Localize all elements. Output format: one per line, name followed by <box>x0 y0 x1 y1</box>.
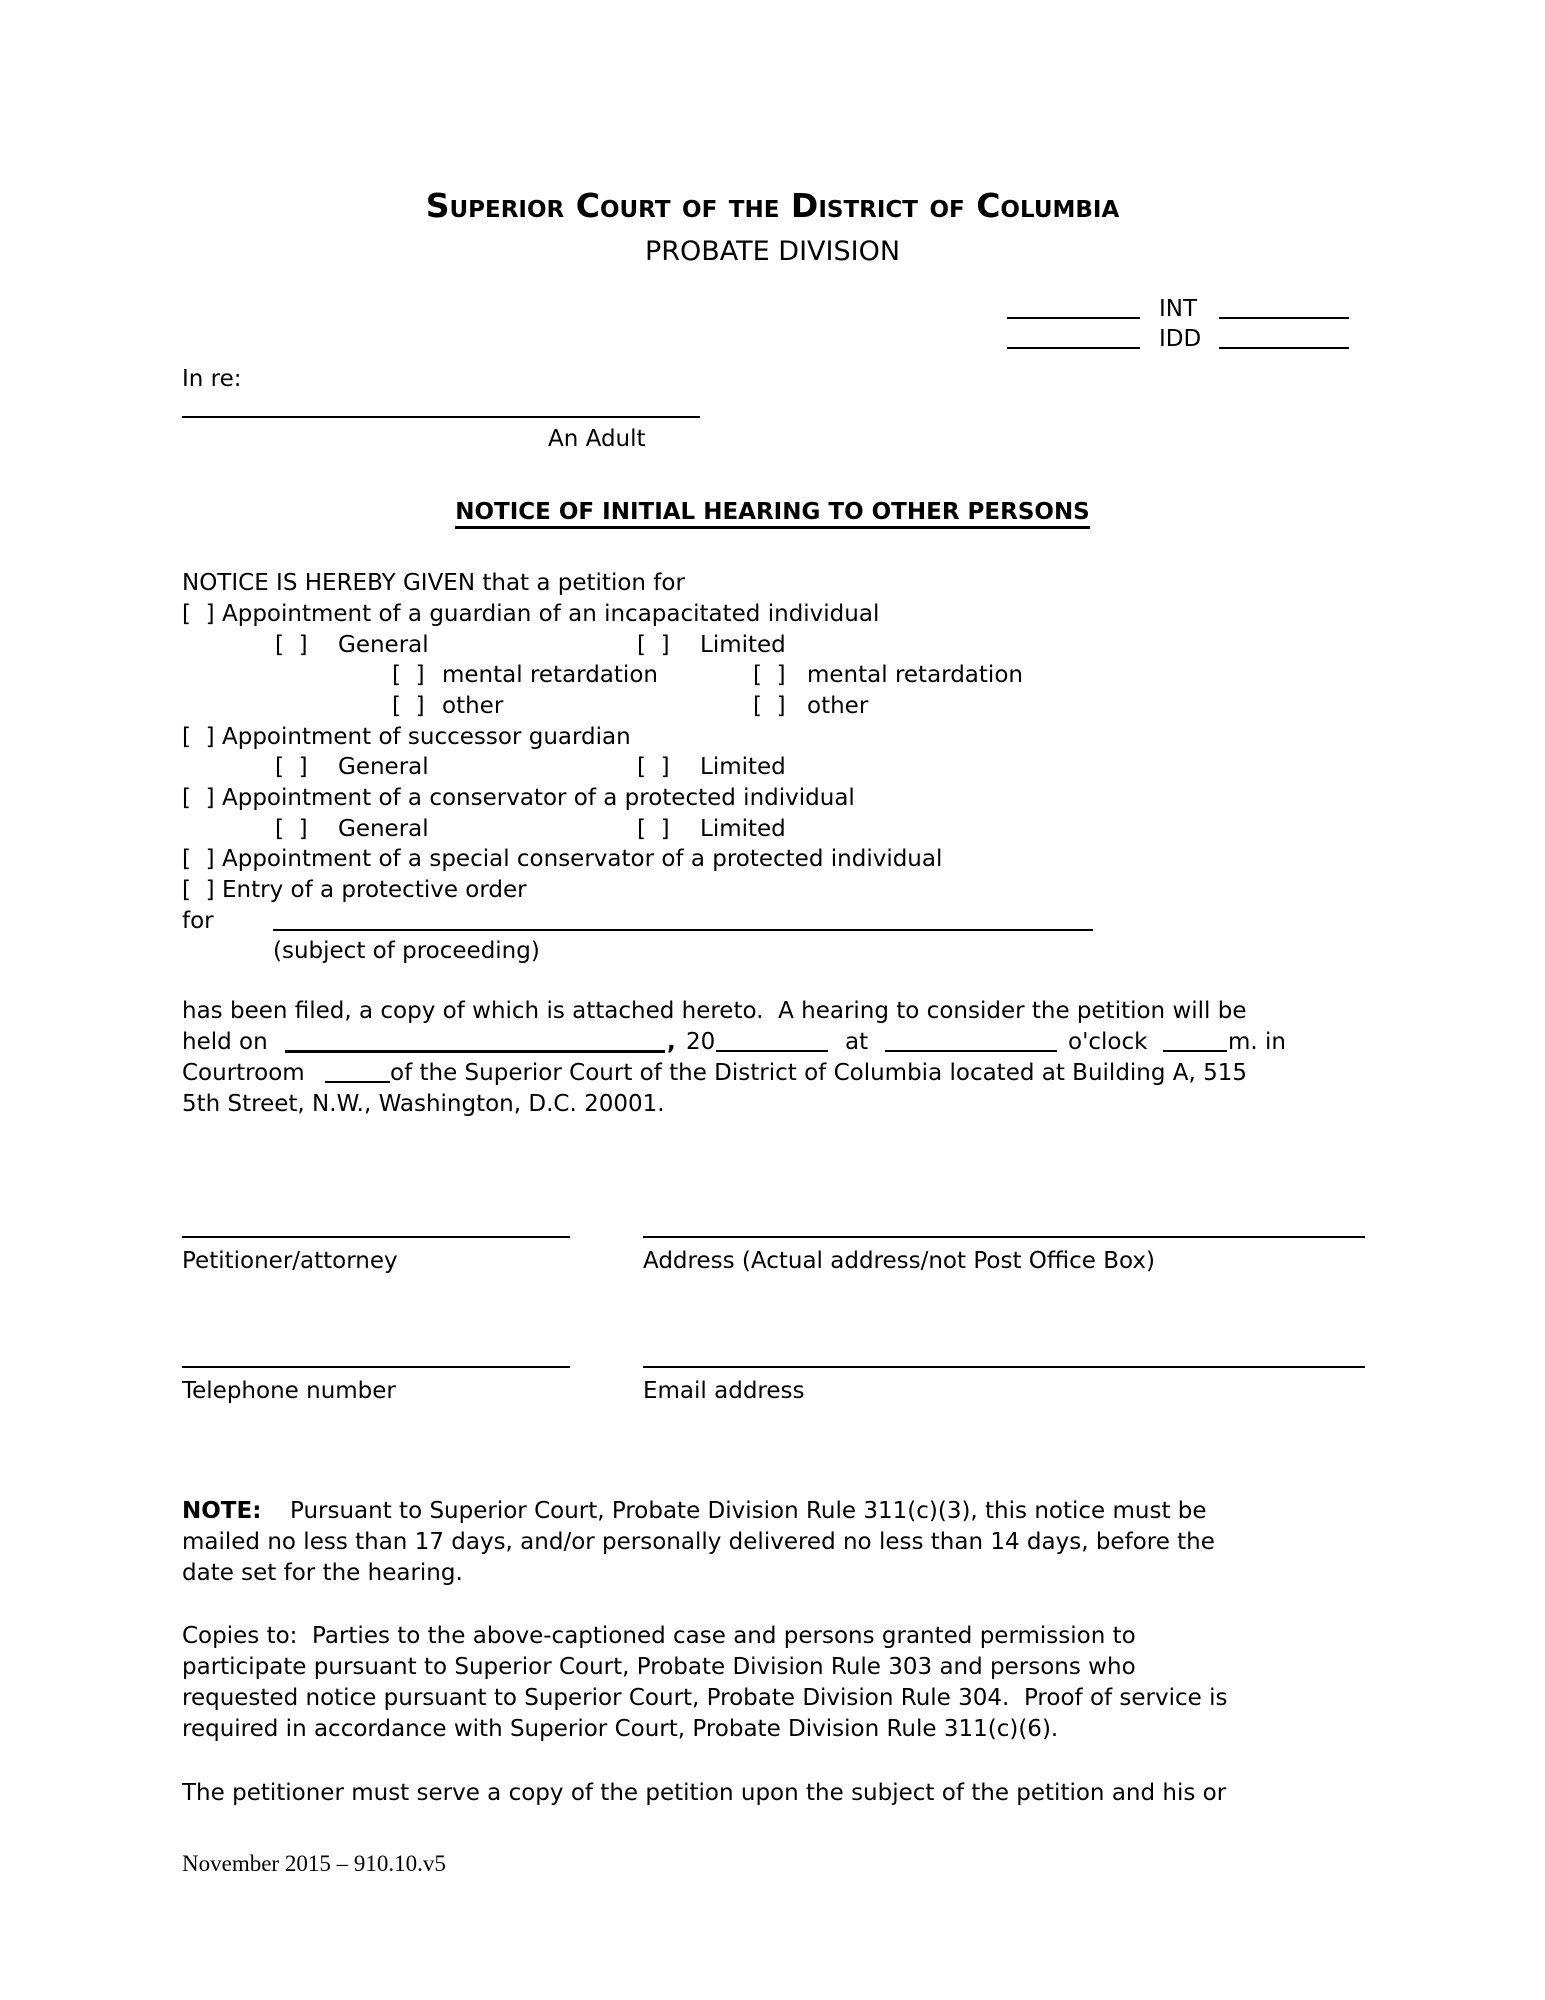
address-line[interactable] <box>643 1236 1365 1238</box>
idd-label: IDD <box>1159 326 1202 352</box>
comma-text: , <box>667 1029 676 1055</box>
held-on-label: held on <box>182 1029 268 1055</box>
subject-caption: (subject of proceeding) <box>273 938 540 964</box>
checkbox-successor-limited[interactable]: [ ] <box>637 754 670 780</box>
int-blank-right[interactable] <box>1219 294 1349 319</box>
an-adult-label: An Adult <box>548 426 646 452</box>
petitioner-signature-line[interactable] <box>182 1236 570 1238</box>
telephone-line[interactable] <box>182 1366 570 1368</box>
option-conservator-label: Appointment of a conservator of a protected individual <box>222 785 855 811</box>
option-row-mental-retardation <box>0 660 1545 691</box>
idd-blank-left[interactable] <box>1007 324 1140 349</box>
email-label: Email address <box>643 1378 805 1404</box>
option-row-special-conservator <box>0 844 1545 875</box>
idd-number-row <box>0 324 1545 355</box>
checkbox-successor[interactable]: [ ] <box>182 724 215 750</box>
checkbox-guardian-general[interactable]: [ ] <box>275 632 308 658</box>
option-row-conservator-type <box>0 814 1545 845</box>
hearing-date-blank[interactable] <box>285 1027 665 1053</box>
hearing-line-3 <box>0 1058 1545 1089</box>
option-limited-label: Limited <box>700 632 786 658</box>
option-mental-retardation-label: mental retardation <box>807 662 1023 688</box>
division-subtitle: PROBATE DIVISION <box>644 236 901 267</box>
time-blank[interactable] <box>885 1027 1057 1052</box>
hearing-line-3-text: of the Superior Court of the District of Columbia located at Building A, 515 <box>390 1060 1248 1086</box>
address-label: Address (Actual address/not Post Office Box) <box>643 1248 1155 1274</box>
hearing-line-1: has been filed, a copy of which is attached hereto. A hearing to consider the petition will be <box>182 998 1247 1024</box>
hearing-line-4: 5th Street, N.W., Washington, D.C. 20001. <box>182 1091 665 1117</box>
int-label: INT <box>1159 296 1198 322</box>
service-text: The petitioner must serve a copy of the petition upon the subject of the petition and his or <box>182 1780 1227 1806</box>
checkbox-conservator-general[interactable]: [ ] <box>275 816 308 842</box>
in-re-label: In re: <box>182 366 242 392</box>
option-row-guardian-type <box>0 630 1545 661</box>
courtroom-label: Courtroom <box>182 1060 305 1086</box>
checkbox-guardian[interactable]: [ ] <box>182 601 215 627</box>
meridiem-blank[interactable] <box>1163 1027 1227 1052</box>
subject-row <box>0 906 1545 937</box>
checkbox-general-mental-retardation[interactable]: [ ] <box>392 662 425 688</box>
year-blank[interactable] <box>716 1027 828 1052</box>
int-blank-left[interactable] <box>1007 294 1140 319</box>
checkbox-limited-mental-retardation[interactable]: [ ] <box>753 662 786 688</box>
footer-version: November 2015 – 910.10.v5 <box>182 1851 446 1876</box>
option-row-successor <box>0 722 1545 753</box>
telephone-label: Telephone number <box>182 1378 396 1404</box>
option-other-label: other <box>807 693 869 719</box>
option-protective-order-label: Entry of a protective order <box>222 877 527 903</box>
option-row-protective-order <box>0 875 1545 906</box>
option-row-conservator <box>0 783 1545 814</box>
m-in-label: m. in <box>1228 1029 1286 1055</box>
option-guardian-label: Appointment of a guardian of an incapacitated individual <box>222 601 880 627</box>
checkbox-conservator[interactable]: [ ] <box>182 785 215 811</box>
checkbox-successor-general[interactable]: [ ] <box>275 754 308 780</box>
checkbox-conservator-limited[interactable]: [ ] <box>637 816 670 842</box>
oclock-label: o'clock <box>1068 1029 1148 1055</box>
option-general-label: General <box>338 816 429 842</box>
page-title: Superior Court of the District of Columbia <box>425 186 1120 225</box>
petitioner-label: Petitioner/attorney <box>182 1248 398 1274</box>
at-label: at <box>845 1029 869 1055</box>
note-line-1 <box>0 1496 1545 1527</box>
option-special-conservator-label: Appointment of a special conservator of a protected individual <box>222 846 943 872</box>
copies-line-3: requested notice pursuant to Superior Court, Probate Division Rule 304. Proof of service is <box>182 1685 1228 1711</box>
option-limited-label: Limited <box>700 754 786 780</box>
option-row-other <box>0 691 1545 722</box>
checkbox-special-conservator[interactable]: [ ] <box>182 846 215 872</box>
copies-line-1: Copies to: Parties to the above-captioned case and persons granted permission to <box>182 1623 1136 1649</box>
for-label: for <box>182 908 214 934</box>
idd-blank-right[interactable] <box>1219 324 1349 349</box>
notice-intro: NOTICE IS HEREBY GIVEN that a petition for <box>182 570 685 596</box>
option-mental-retardation-label: mental retardation <box>442 662 658 688</box>
year-prefix: 20 <box>686 1029 716 1055</box>
option-limited-label: Limited <box>700 816 786 842</box>
hearing-line-2 <box>0 1027 1545 1058</box>
option-general-label: General <box>338 632 429 658</box>
checkbox-general-other[interactable]: [ ] <box>392 693 425 719</box>
note-line-2: mailed no less than 17 days, and/or personally delivered no less than 14 days, before the <box>182 1529 1215 1555</box>
option-row-guardian <box>0 599 1545 630</box>
checkbox-guardian-limited[interactable]: [ ] <box>637 632 670 658</box>
notice-heading: NOTICE OF INITIAL HEARING TO OTHER PERSONS <box>0 497 1545 528</box>
copies-line-2: participate pursuant to Superior Court, Probate Division Rule 303 and persons who <box>182 1654 1136 1680</box>
email-line[interactable] <box>643 1366 1365 1368</box>
checkbox-protective-order[interactable]: [ ] <box>182 877 215 903</box>
option-general-label: General <box>338 754 429 780</box>
subject-blank[interactable] <box>273 906 1093 931</box>
note-label: NOTE: <box>182 1498 262 1524</box>
copies-line-4: required in accordance with Superior Court, Probate Division Rule 311(c)(6). <box>182 1716 1059 1742</box>
checkbox-limited-other[interactable]: [ ] <box>753 693 786 719</box>
courtroom-blank[interactable] <box>325 1058 390 1083</box>
option-successor-label: Appointment of successor guardian <box>222 724 631 750</box>
respondent-name-line[interactable] <box>182 416 700 418</box>
option-row-successor-type <box>0 752 1545 783</box>
option-other-label: other <box>442 693 504 719</box>
note-line-3: date set for the hearing. <box>182 1560 463 1586</box>
int-number-row <box>0 294 1545 325</box>
note-text-1: Pursuant to Superior Court, Probate Division Rule 311(c)(3), this notice must be <box>290 1498 1207 1524</box>
